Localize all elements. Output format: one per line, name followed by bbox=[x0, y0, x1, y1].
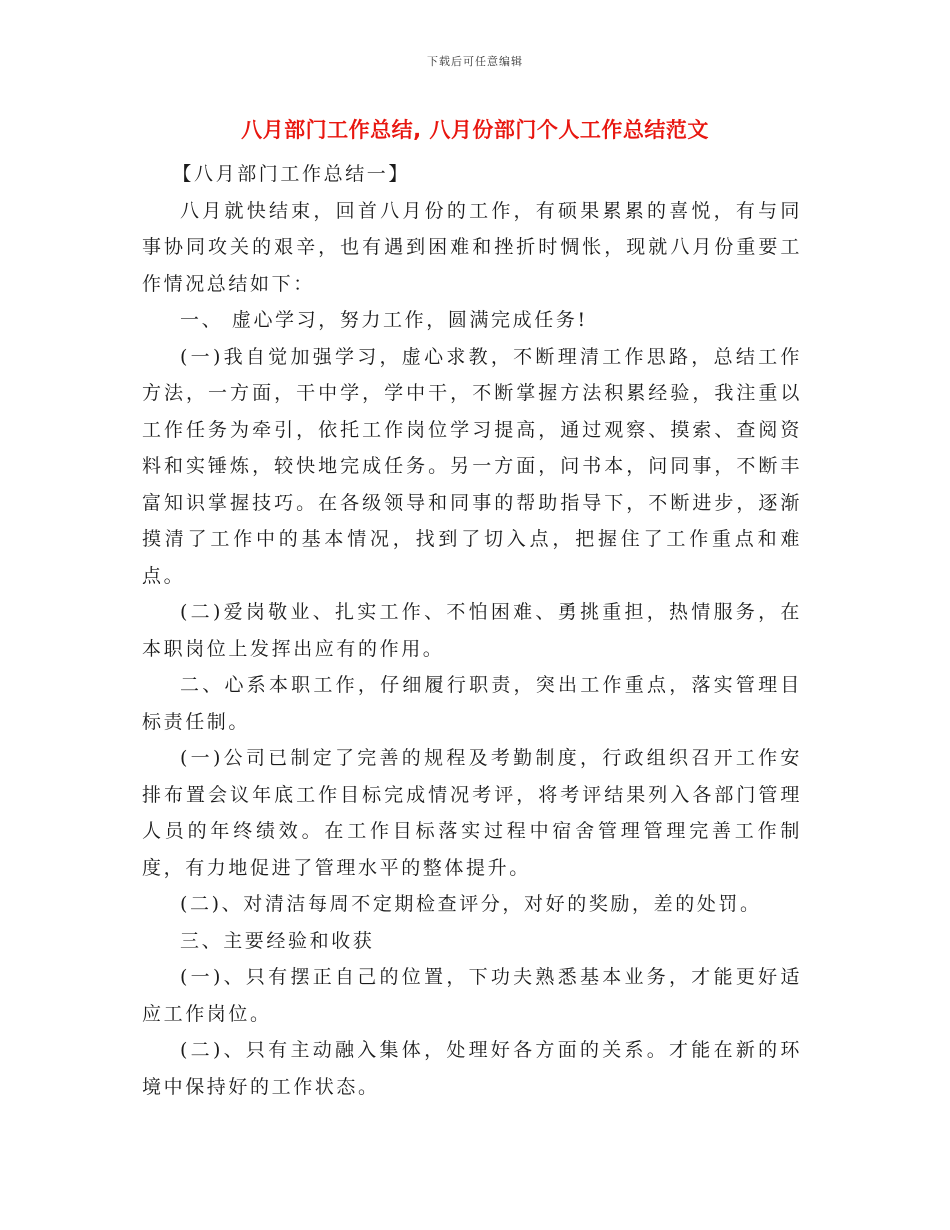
paragraph: (一)公司已制定了完善的规程及考勤制度，行政组织召开工作安排布置会议年底工作目标完成情况考评，将考评结果列入各部门管理人员的年终绩效。在工作目标落实过程中宿舍管理管理完善工作制度，有力地促进了管理水平的整体提升。 bbox=[142, 747, 802, 879]
document-title: 八月部门工作总结, 八月份部门个人工作总结范文 bbox=[241, 118, 709, 142]
paragraph: (二)、对清洁每周不定期检查评分，对好的奖励，差的处罚。 bbox=[180, 893, 762, 915]
paragraph: (二)、只有主动融入集体，处理好各方面的关系。才能在新的环境中保持好的工作状态。 bbox=[142, 1039, 802, 1098]
paragraph: 一、 虚心学习，努力工作，圆满完成任务! bbox=[180, 309, 588, 331]
document-body bbox=[142, 156, 802, 1105]
paragraph: (一)我自觉加强学习，虚心求教，不断理清工作思路，总结工作方法，一方面，干中学，学中干，不断掌握方法积累经验，我注重以工作任务为牵引，依托工作岗位学习提高，通过观察、摸索、查阅资料和实锤炼，较快地完成任务。另一方面，问书本，问同事，不断丰富知识掌握技巧。在各级领导和同事的帮助指导下，不断进步，逐渐摸清了工作中的基本情况，找到了切入点，把握住了工作重点和难点。 bbox=[142, 345, 802, 587]
paragraph: (二)爱岗敬业、扎实工作、不怕困难、勇挑重担，热情服务，在本职岗位上发挥出应有的作用。 bbox=[142, 601, 802, 660]
header-note: 下载后可任意编辑 bbox=[427, 55, 523, 68]
paragraph: (一)、只有摆正自己的位置，下功夫熟悉基本业务，才能更好适应工作岗位。 bbox=[142, 966, 802, 1025]
paragraph: 八月就快结束，回首八月份的工作，有硕果累累的喜悦，有与同事协同攻关的艰辛，也有遇到困难和挫折时惆怅，现就八月份重要工作情况总结如下： bbox=[142, 199, 802, 295]
paragraph: 二、心系本职工作，仔细履行职责，突出工作重点，落实管理目标责任制。 bbox=[142, 674, 802, 733]
section-heading: 【八月部门工作总结一】 bbox=[172, 163, 410, 185]
paragraph: 三、主要经验和收获 bbox=[180, 929, 375, 952]
